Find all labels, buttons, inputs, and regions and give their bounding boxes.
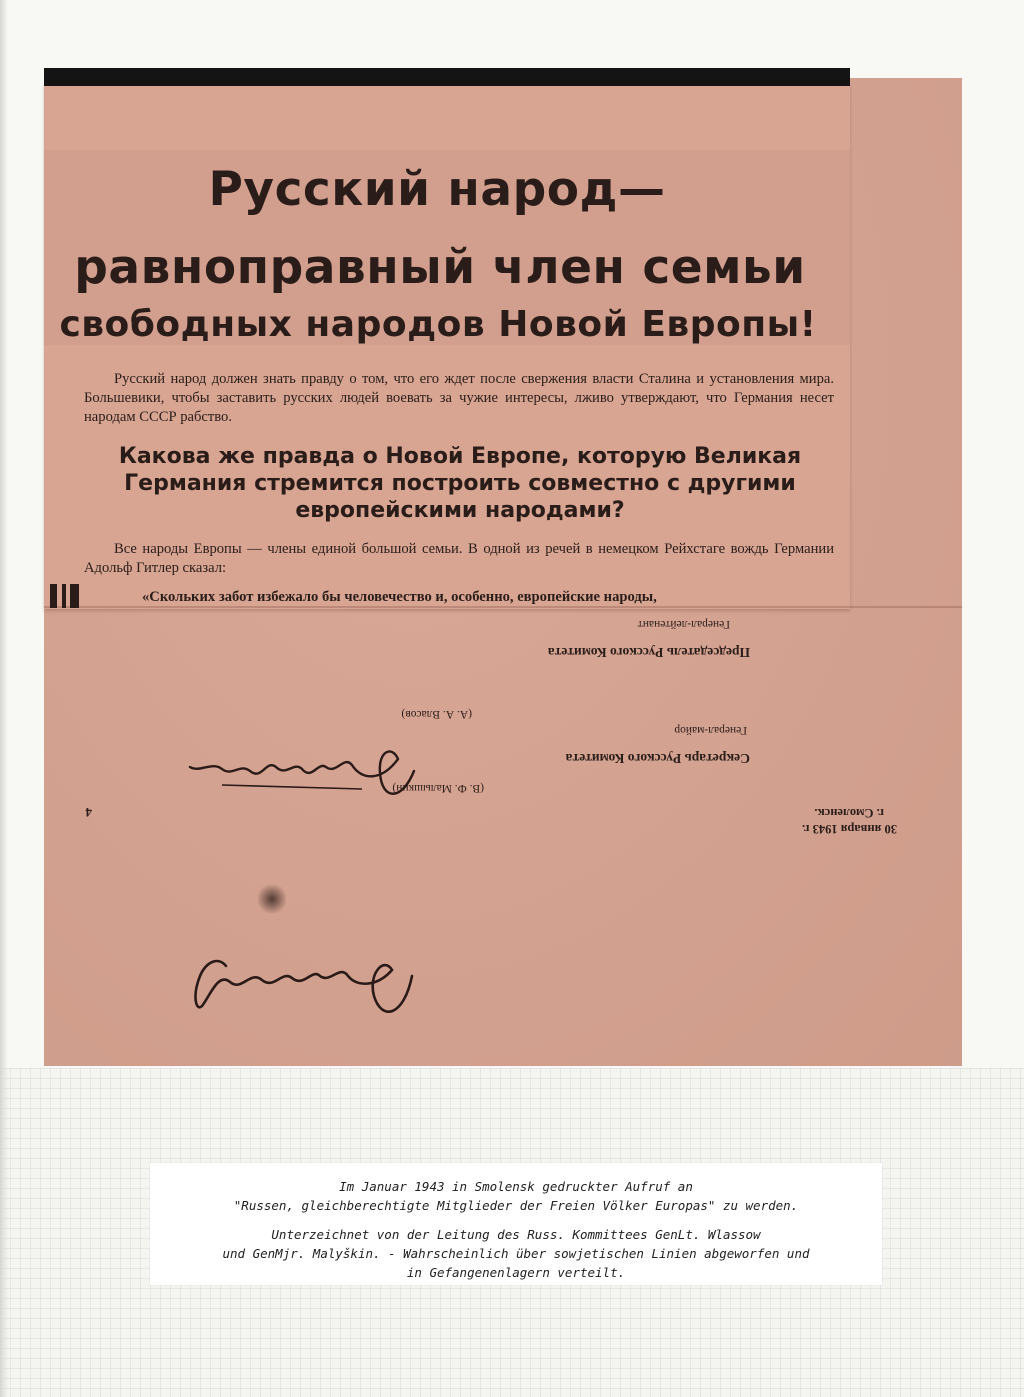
secretary-rank: Генерал-майор	[674, 724, 747, 736]
vlasov-signature	[182, 936, 422, 1036]
caption-card	[150, 1163, 882, 1285]
secretary-name: (В. Ф. Малышкин)	[392, 782, 484, 794]
chairman-title: Председатель Русского Комитета	[547, 645, 750, 660]
hitler-quote-start: «Скольких забот избежало бы человечество и, особенно, европейские народы,	[142, 589, 657, 604]
malyshkin-signature	[182, 731, 422, 811]
caption-line-5: in Gefangenenlagern verteilt.	[406, 1265, 626, 1280]
headline-line-2: равноправный член семьи	[74, 240, 806, 295]
body-paragraph: Все народы Европы — члены единой большой семьи. В одной из речей в немецком Рейхстаге вождь Германии Адольф Гитлер сказал:	[84, 541, 834, 576]
subheading: Какова же правда о Новой Европе, которую Великая Германия стремится построить совместно с другими европейскими народами?	[118, 444, 802, 523]
secretary-title: Секретарь Русского Комитета	[565, 751, 750, 766]
caption-line-2: "Russen, gleichberechtigte Mitglieder der Freien Völker Europas" zu werden.	[233, 1198, 799, 1213]
date-line: 30 января 1943 г.	[802, 822, 897, 836]
caption-line-4: und GenMjr. Malyškin. - Wahrscheinlich über sowjetischen Linien abgeworfen und	[222, 1246, 810, 1261]
upside-down-signature-block	[44, 608, 962, 1066]
chairman-rank: Генерал-лейтенант	[637, 618, 730, 630]
page-mark: 4	[85, 805, 92, 820]
section-mark-icon	[50, 584, 80, 608]
headline-line-3: свободных народов Новой Европы!	[59, 304, 817, 345]
intro-paragraph: Русский народ должен знать правду о том, что его ждет после свержения власти Сталина и установления мира. Большевики, чтобы заставить русских людей воевать за чужие интересы, лживо утверждают, что Германия несет народам СССР рабство.	[84, 371, 834, 425]
headline-line-1: Русский народ—	[208, 162, 666, 217]
mount-strip	[44, 68, 850, 86]
place-line: г. Смоленск.	[814, 806, 884, 820]
ink-stain	[258, 882, 286, 916]
caption-line-1: Im Januar 1943 in Smolensk gedruckter Aufruf an	[339, 1179, 693, 1194]
chairman-name: (А. А. Власов)	[401, 708, 472, 720]
caption-line-3: Unterzeichnet von der Leitung des Russ. Kommittees GenLt. Wlassow	[271, 1227, 761, 1242]
